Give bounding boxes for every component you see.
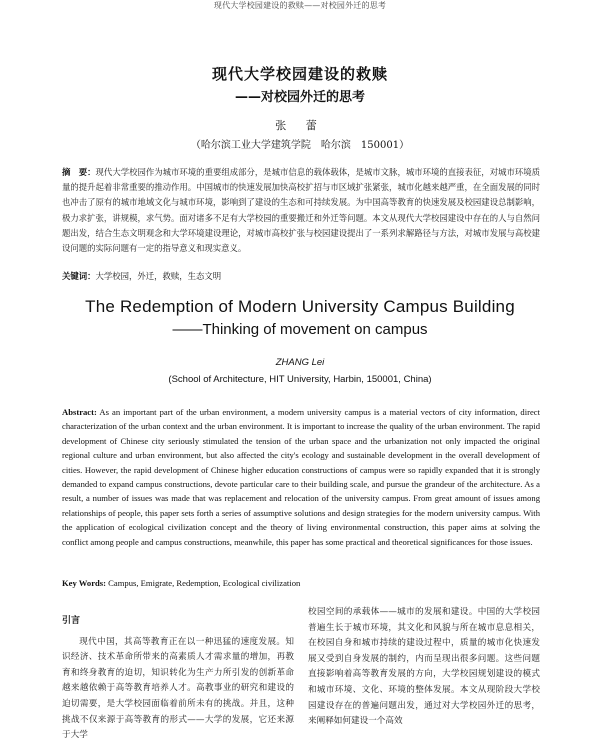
- section-heading-introduction: 引言: [62, 616, 81, 626]
- en-abstract: [62, 405, 540, 549]
- cn-abstract-label: 摘 要：: [62, 167, 96, 177]
- en-keywords-label: Key Words:: [62, 578, 107, 588]
- cn-subtitle: ——对校园外迁的思考: [234, 90, 365, 105]
- body-column-right: [308, 605, 540, 730]
- running-head: 现代大学校园建设的救赎——对校园外迁的思考: [213, 1, 387, 10]
- cn-keywords: [62, 270, 540, 282]
- en-title: The Redemption of Modern University Campus Building: [85, 297, 515, 316]
- cn-abstract: [62, 165, 540, 256]
- en-abstract-text: As an important part of the urban environment, a modern university campus is a material vectors of city information, direct characterization of the urban context and the urban environment. It is important to increase the quality of the urban environment. The rapid development of Chinese city seriously stimulated the tension of the urban space and the urbanization not only impacted the original regional culture and urban environment, but also affected the city's ecology and sustainable development in the overall development of cities. However, the rapid development of Chinese higher education constructions of campus were so rapidly expanded that it is strongly demanded to expand campus constructions, devote particular care to their building scale, and pursue the grandeur of the architecture. As a result, a number of issues was made that was replacement and relocation of the university campus. From great amount of issues among relationships of people, this paper sets forth a series of assumptive solutions and design strategies for the modern university campus. With the application of ecological civilization concept and the theory of living environmental construction, this paper aims at solving the conflict among people and campus constructions, meanwhile, this paper has some practical and theoretical significances for those issues.: [62, 407, 540, 547]
- cn-keywords-label: 关键词：: [62, 271, 96, 281]
- en-keywords-text: Campus, Emigrate, Redemption, Ecological civilization: [106, 578, 301, 588]
- cn-author: 张 蕾: [275, 119, 325, 132]
- cn-title: 现代大学校园建设的救赎: [211, 65, 388, 83]
- en-subtitle: ——Thinking of movement on campus: [172, 321, 428, 338]
- cn-keywords-text: 大学校园，外迁，救赎，生态文明: [95, 271, 222, 281]
- body-column-left: [62, 605, 294, 744]
- body-paragraph: 现代中国，其高等教育正在以一种迅猛的速度发展。知识经济、技术革命所带来的高素质人才需求量的增加，再教育和终身教育的迫切，知识转化为生产力所引发的创新革命越来越依赖于高等教育培养人才。高教事业的研究和建设的迫切需要，是大学校园面临着前所未有的挑战。并且，这种挑战不仅来源于高等教育的形式——大学的发展，它还来源于大学: [62, 636, 294, 741]
- en-affiliation: (School of Architecture, HIT University, Harbin, 150001, China): [168, 374, 432, 385]
- en-abstract-label: Abstract:: [62, 407, 97, 417]
- cn-affiliation: （哈尔滨工业大学建筑学院 哈尔滨 150001）: [190, 140, 410, 151]
- cn-abstract-text: 现代大学校园作为城市环境的重要组成部分，是城市信息的载体载体，是城市文脉，城市环境的直接表征，对城市环境质量的提升起着非常重要的推动作用。中国城市的快速发展加快高校扩招与市区域扩张紧张，城市化越来越严重，在全面发展的同时也冲击了原有的城市地域文化与城市环境，影响到了建设的生态和可持续发展。为中国高等教育的快速发展及校园建设总制影响，极力求扩张，讲规模，求气势。面对诸多不足有大学校园的重要搬迁和外迁等问题。本文从现代大学校园建设中存在的人与自然问题出发，结合生态文明观念和大学环境建设理论，对城市高校扩张与校园建设提出了一系列求解路径与方法，对城市发展与高校建设问题的实际问题有一定的指导意义和现实意义。: [62, 167, 540, 254]
- en-author: ZHANG Lei: [275, 357, 325, 368]
- body-paragraph: 校园空间的承载体——城市的发展和建设。中国的大学校园普遍生长于城市环境，其文化和风貌与所在城市息息相关，在校园自身和城市持续的建设过程中，质量的城市化快速发展又受到自身发展的制约，内而呈现出很多问题。这些问题直接影响着高等教育发展的方向，大学校园规划建设的模式和城市环境、文化、环境的整体发展。本文从现阶段大学校园建设存在的普遍问题出发，通过对大学校园外迁的思考，来阐释如何建设一个高效: [308, 607, 540, 727]
- en-keywords: [62, 578, 540, 588]
